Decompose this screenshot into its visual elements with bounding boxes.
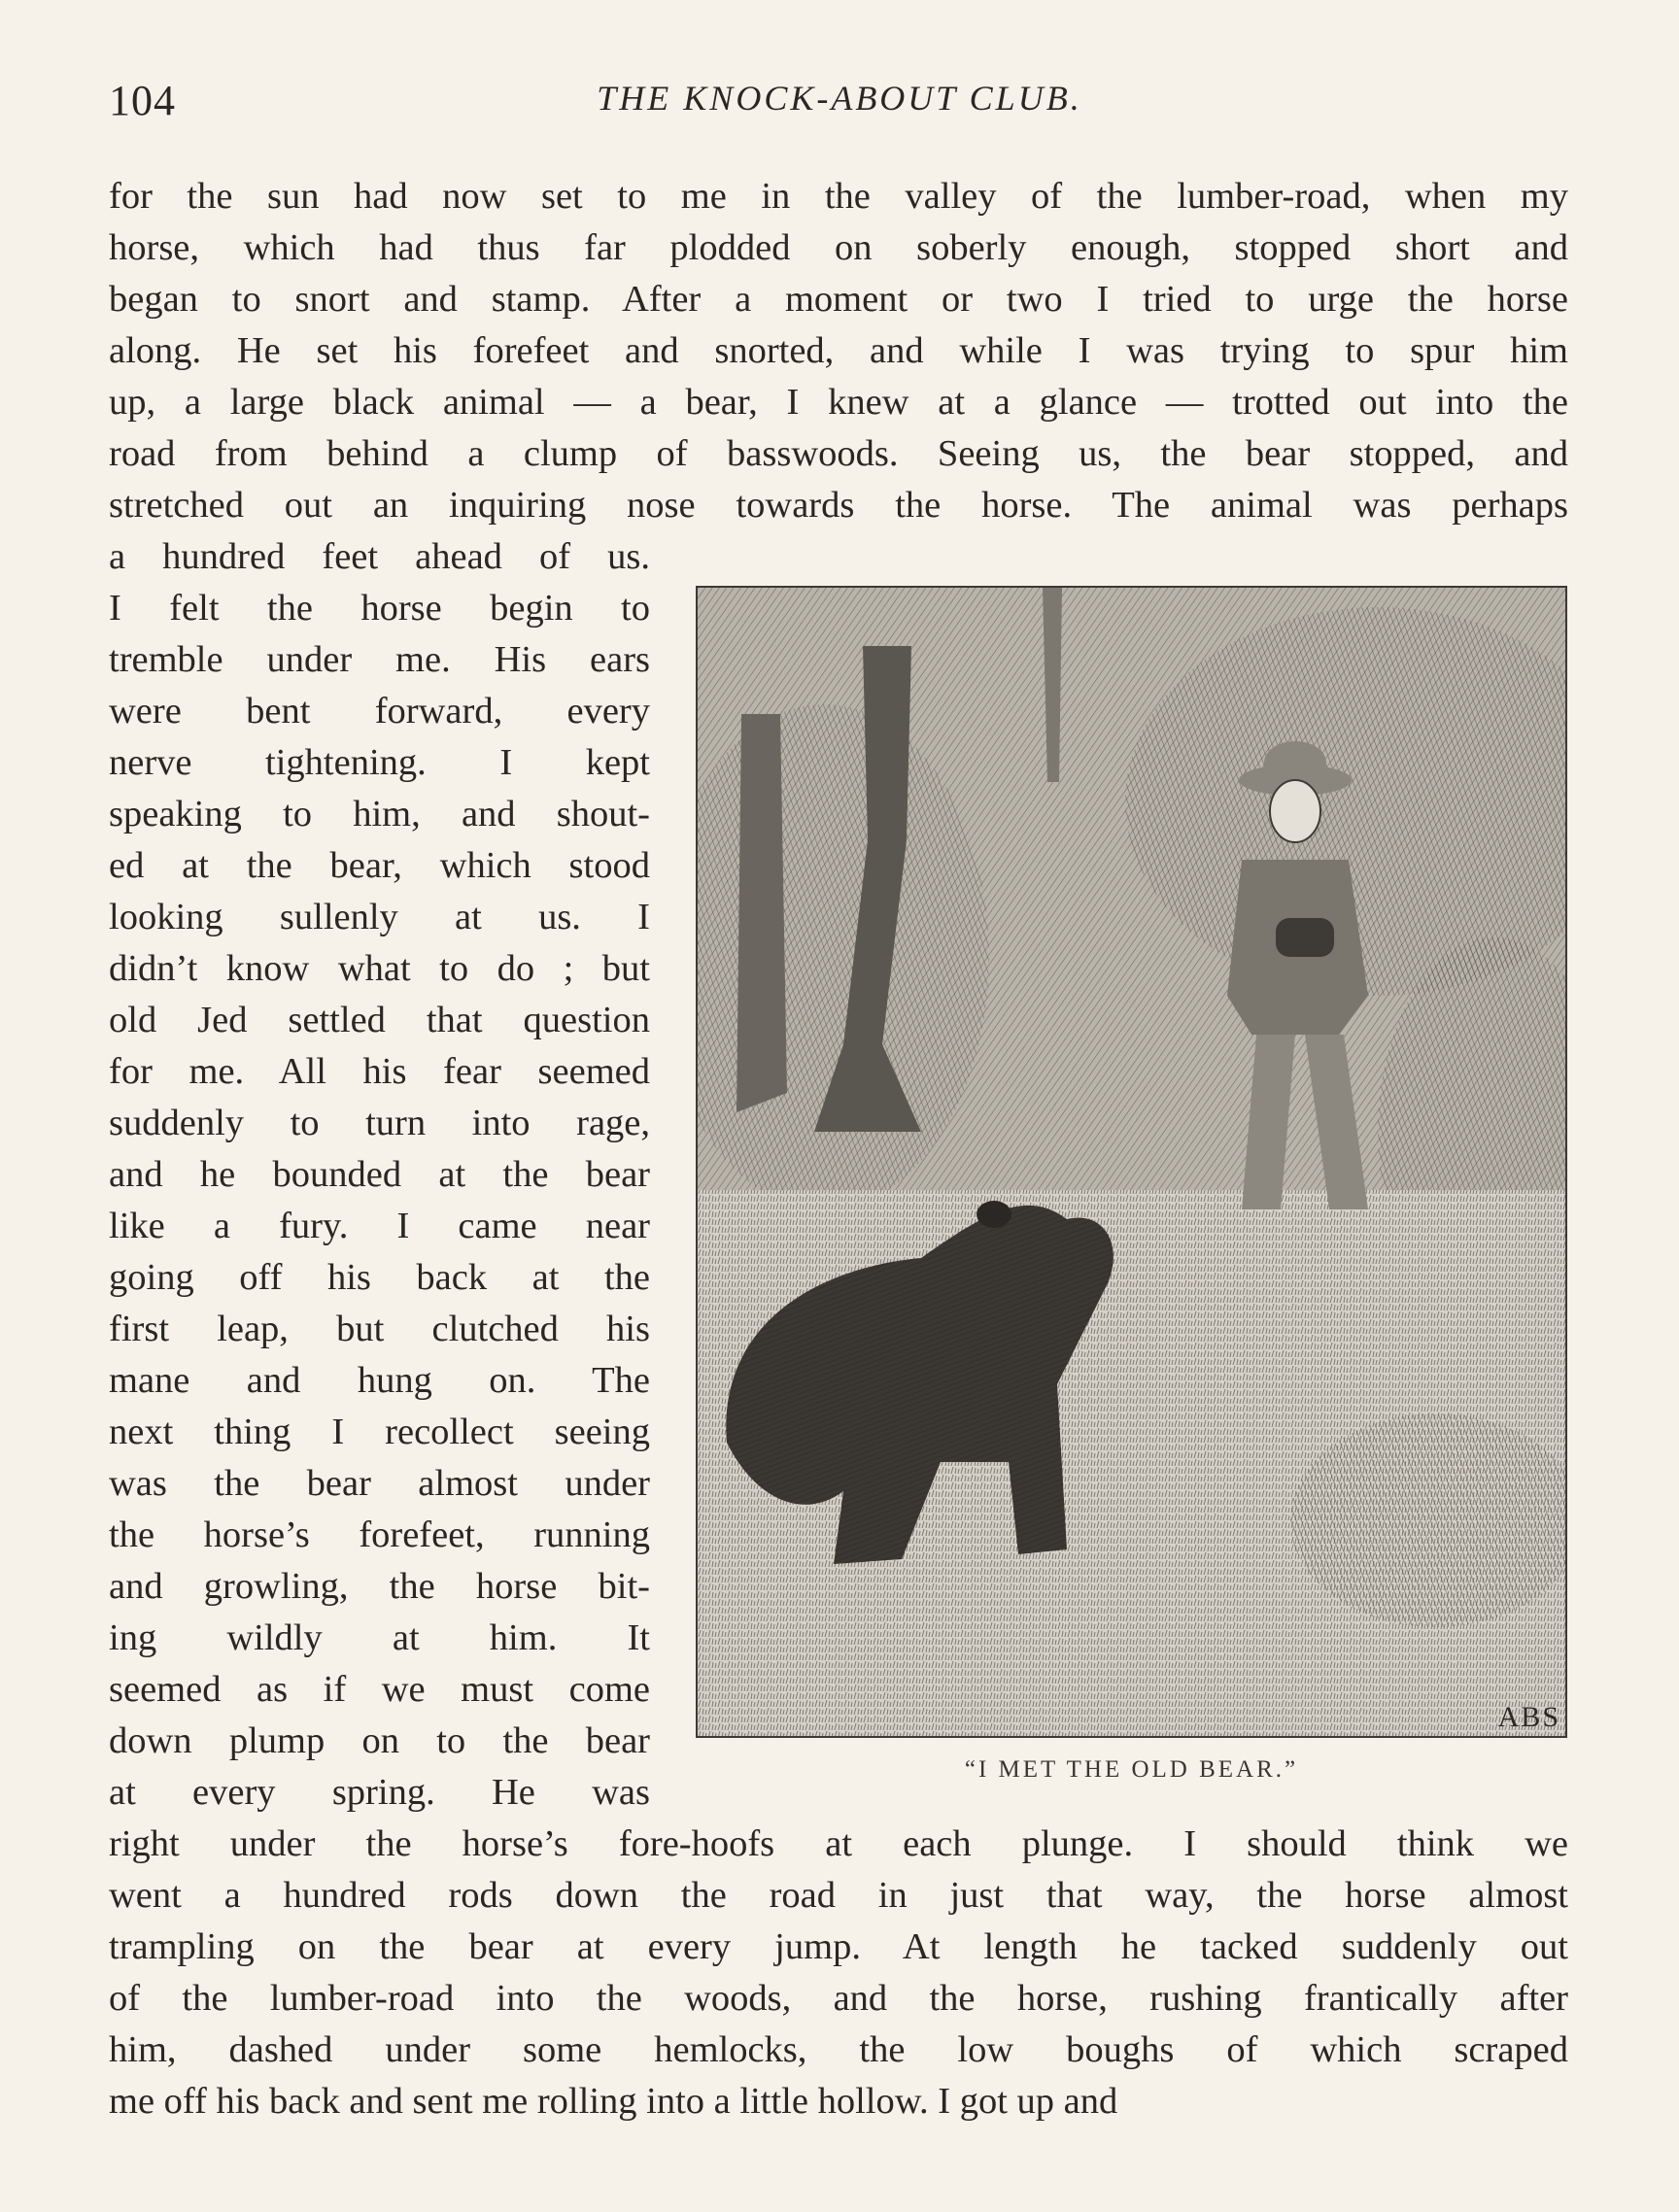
page-number: 104 xyxy=(109,77,176,124)
running-title: THE KNOCK-ABOUT CLUB. xyxy=(597,79,1082,118)
body-line: up, a large black animal — a bear, I knew at a glance — trotted out into the xyxy=(109,382,1568,423)
column-line: didn’t know what to do ; but xyxy=(109,948,650,989)
column-line: were bent forward, every xyxy=(109,691,650,732)
body-line: of the lumber-road into the woods, and the horse, rushing frantically after xyxy=(109,1978,1568,2019)
column-line: at every spring. He was xyxy=(109,1772,650,1813)
engraving-illustration xyxy=(696,586,1567,1738)
body-line: horse, which had thus far plodded on soberly enough, stopped short and xyxy=(109,227,1568,268)
body-line: along. He set his forefeet and snorted, and while I was trying to spur him xyxy=(109,330,1568,371)
column-line: speaking to him, and shout- xyxy=(109,794,650,834)
column-line: next thing I recollect seeing xyxy=(109,1412,650,1452)
body-line: me off his back and sent me rolling into a little hollow. I got up and xyxy=(109,2081,1118,2122)
page-header xyxy=(0,76,1679,124)
column-line: looking sullenly at us. I xyxy=(109,897,650,937)
body-line: road from behind a clump of basswoods. Seeing us, the bear stopped, and xyxy=(109,433,1568,474)
column-line: tremble under me. His ears xyxy=(109,639,650,680)
body-line: stretched out an inquiring nose towards the horse. The animal was perhaps xyxy=(109,485,1568,526)
illustration-caption: “I MET THE OLD BEAR.” xyxy=(964,1756,1299,1783)
column-line: ed at the bear, which stood xyxy=(109,845,650,886)
column-line: mane and hung on. The xyxy=(109,1360,650,1401)
body-line: for the sun had now set to me in the valley of the lumber-road, when my xyxy=(109,176,1568,217)
body-line: trampling on the bear at every jump. At length he tacked suddenly out xyxy=(109,1926,1568,1967)
column-line: seemed as if we must come xyxy=(109,1669,650,1710)
tree-trunk xyxy=(737,714,787,1112)
column-line: first leap, but clutched his xyxy=(109,1309,650,1349)
body-line: began to snort and stamp. After a moment or two I tried to urge the horse xyxy=(109,279,1568,320)
body-line: right under the horse’s fore-hoofs at each plunge. I should think we xyxy=(109,1823,1568,1864)
column-line: I felt the horse begin to xyxy=(109,588,650,629)
column-line: the horse’s forefeet, running xyxy=(109,1514,650,1555)
column-line: and growling, the horse bit- xyxy=(109,1566,650,1607)
column-line: was the bear almost under xyxy=(109,1463,650,1504)
column-line: for me. All his fear seemed xyxy=(109,1051,650,1092)
column-line: down plump on to the bear xyxy=(109,1720,650,1761)
column-line: ing wildly at him. It xyxy=(109,1617,650,1658)
artist-signature: ABS xyxy=(1497,1701,1560,1733)
column-line: a hundred feet ahead of us. xyxy=(109,536,650,577)
column-line: nerve tightening. I kept xyxy=(109,742,650,783)
column-line: going off his back at the xyxy=(109,1257,650,1298)
column-line: and he bounded at the bear xyxy=(109,1154,650,1195)
body-line: went a hundred rods down the road in just that way, the horse almost xyxy=(109,1875,1568,1916)
column-line: suddenly to turn into rage, xyxy=(109,1103,650,1143)
column-line: old Jed settled that question xyxy=(109,1000,650,1040)
body-line: him, dashed under some hemlocks, the low boughs of which scraped xyxy=(109,2029,1568,2070)
column-line: like a fury. I came near xyxy=(109,1206,650,1246)
